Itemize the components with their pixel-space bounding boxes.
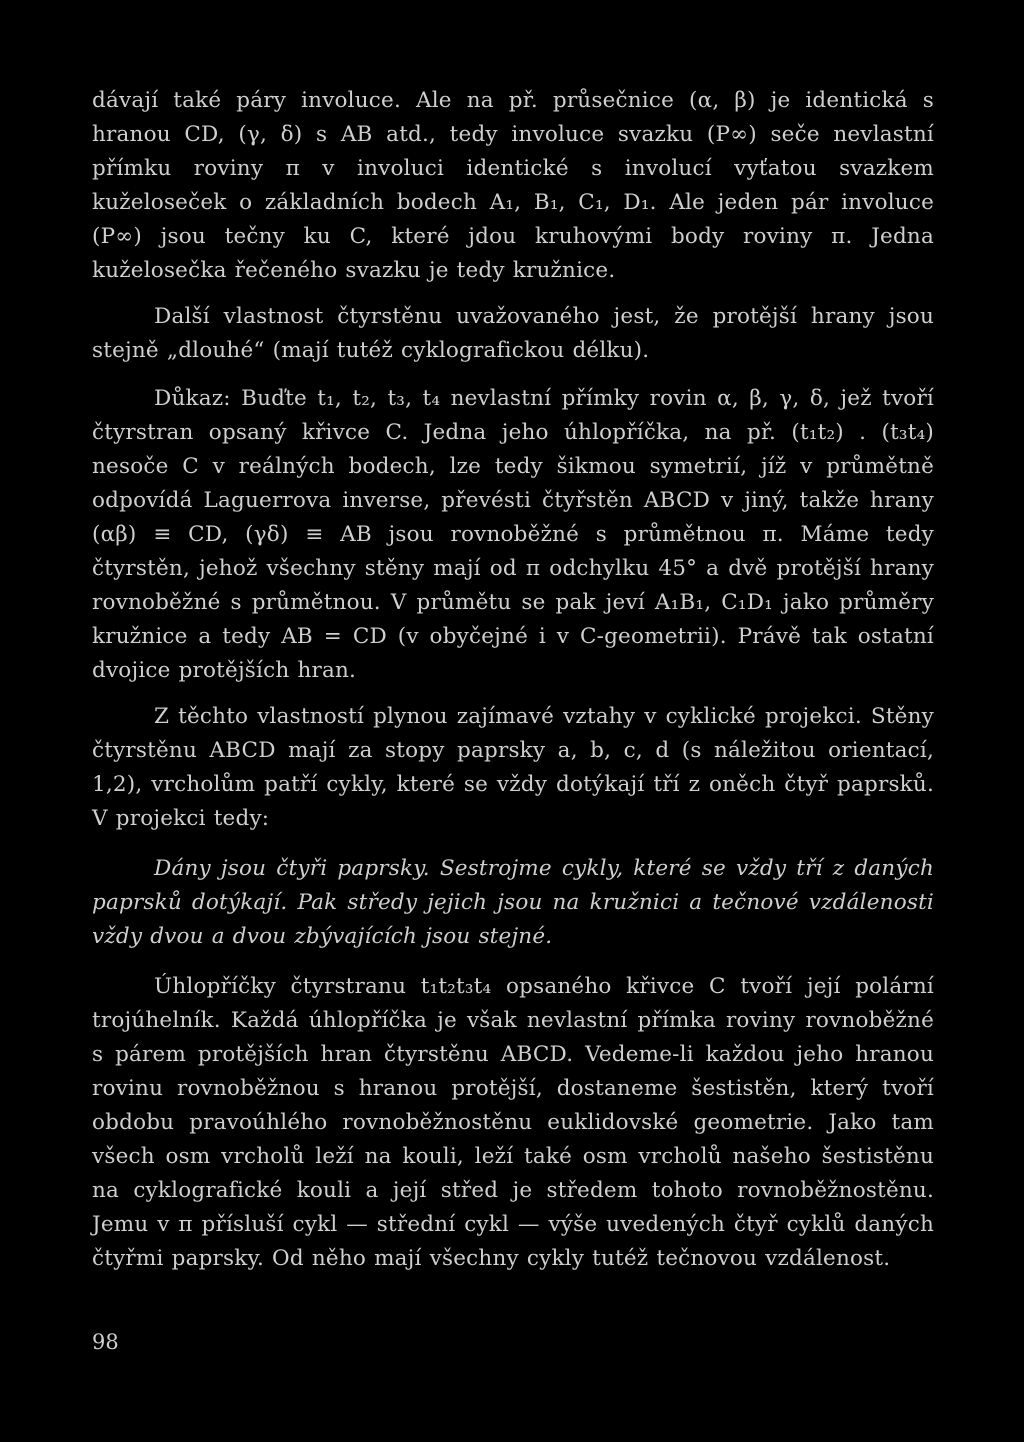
paragraph-6: Úhlopříčky čtyrstranu t₁t₂t₃t₄ opsaného křivce C tvoří její polární trojúhelník. Každá úhlopříčka je však nevlastní přímka roviny rovnoběžné s párem protějších hran čtyrstěnu ABCD. Vedeme-li každou jeho hranou rovinu rovnoběžnou s hranou protější, dostaneme šestistěn, který tvoří obdobu pravoúhlého rovnoběžnostěnu euklidovské geometrie. Jako tam všech osm vrcholů leží na kouli, leží také osm vrcholů našeho šestistěnu na cyklografické kouli a její střed je středem tohoto rovnoběžnostěnu. Jemu v π přísluší cykl — střední cykl — výše uvedených čtyř cyklů daných čtyřmi paprsky. Od něho mají všechny cykly tutéž tečnovou vzdálenost. <box>92 974 934 1271</box>
paragraph-2: Další vlastnost čtyrstěnu uvažovaného jest, že protější hrany jsou stejně „dlouhé“ (mají tutéž cyklografickou délku). <box>92 304 934 363</box>
paragraph-4: Z těchto vlastností plynou zajímavé vztahy v cyklické projekci. Stěny čtyrstěnu ABCD mají za stopy paprsky a, b, c, d (s náležitou orientací, 1,2), vrcholům patří cykly, které se vždy dotýkají tří z oněch čtyř paprsků. V projekci tedy: <box>92 704 934 831</box>
paragraph-3: Důkaz: Buďte t₁, t₂, t₃, t₄ nevlastní přímky rovin α, β, γ, δ, jež tvoří čtyrstran opsaný křivce C. Jedna jeho úhlopříčka, na př. (t₁t₂) . (t₃t₄) nesoče C v reálných bodech, lze tedy šikmou symetrií, jíž v průmětně odpovídá Laguerrova inverse, převésti čtyřstěn ABCD v jiný, takže hrany (αβ) ≡ CD, (γδ) ≡ AB jsou rovnoběžné s průmětnou π. Máme tedy čtyrstěn, jehož všechny stěny mají od π odchylku 45° a dvě protější hrany rovnoběžné s průmětnou. V průmětu se pak jeví A₁B₁, C₁D₁ jako průměry kružnice a tedy AB = CD (v obyčejné i v C-geometrii). Právě tak ostatní dvojice protějších hran. <box>92 386 934 683</box>
paragraph-5-theorem: Dány jsou čtyři paprsky. Sestrojme cykly, které se vždy tří z daných paprsků dotýkají. Pak středy jejich jsou na kružnici a tečnové vzdálenosti vždy dvou a dvou zbývajících jsou stejné. <box>92 856 934 949</box>
page-body <box>92 84 934 1276</box>
paragraph-1: dávají také páry involuce. Ale na př. průsečnice (α, β) je identická s hranou CD, (γ, δ) s AB atd., tedy involuce svazku (P∞) seče nevlastní přímku roviny π v involuci identické s involucí vyťatou svazkem kuželoseček o základních bodech A₁, B₁, C₁, D₁. Ale jeden pár involuce (P∞) jsou tečny ku C, které jdou kruhovými body roviny π. Jedna kuželosečka řečeného svazku je tedy kružnice. <box>92 88 934 283</box>
page-number: 98 <box>92 1330 119 1354</box>
